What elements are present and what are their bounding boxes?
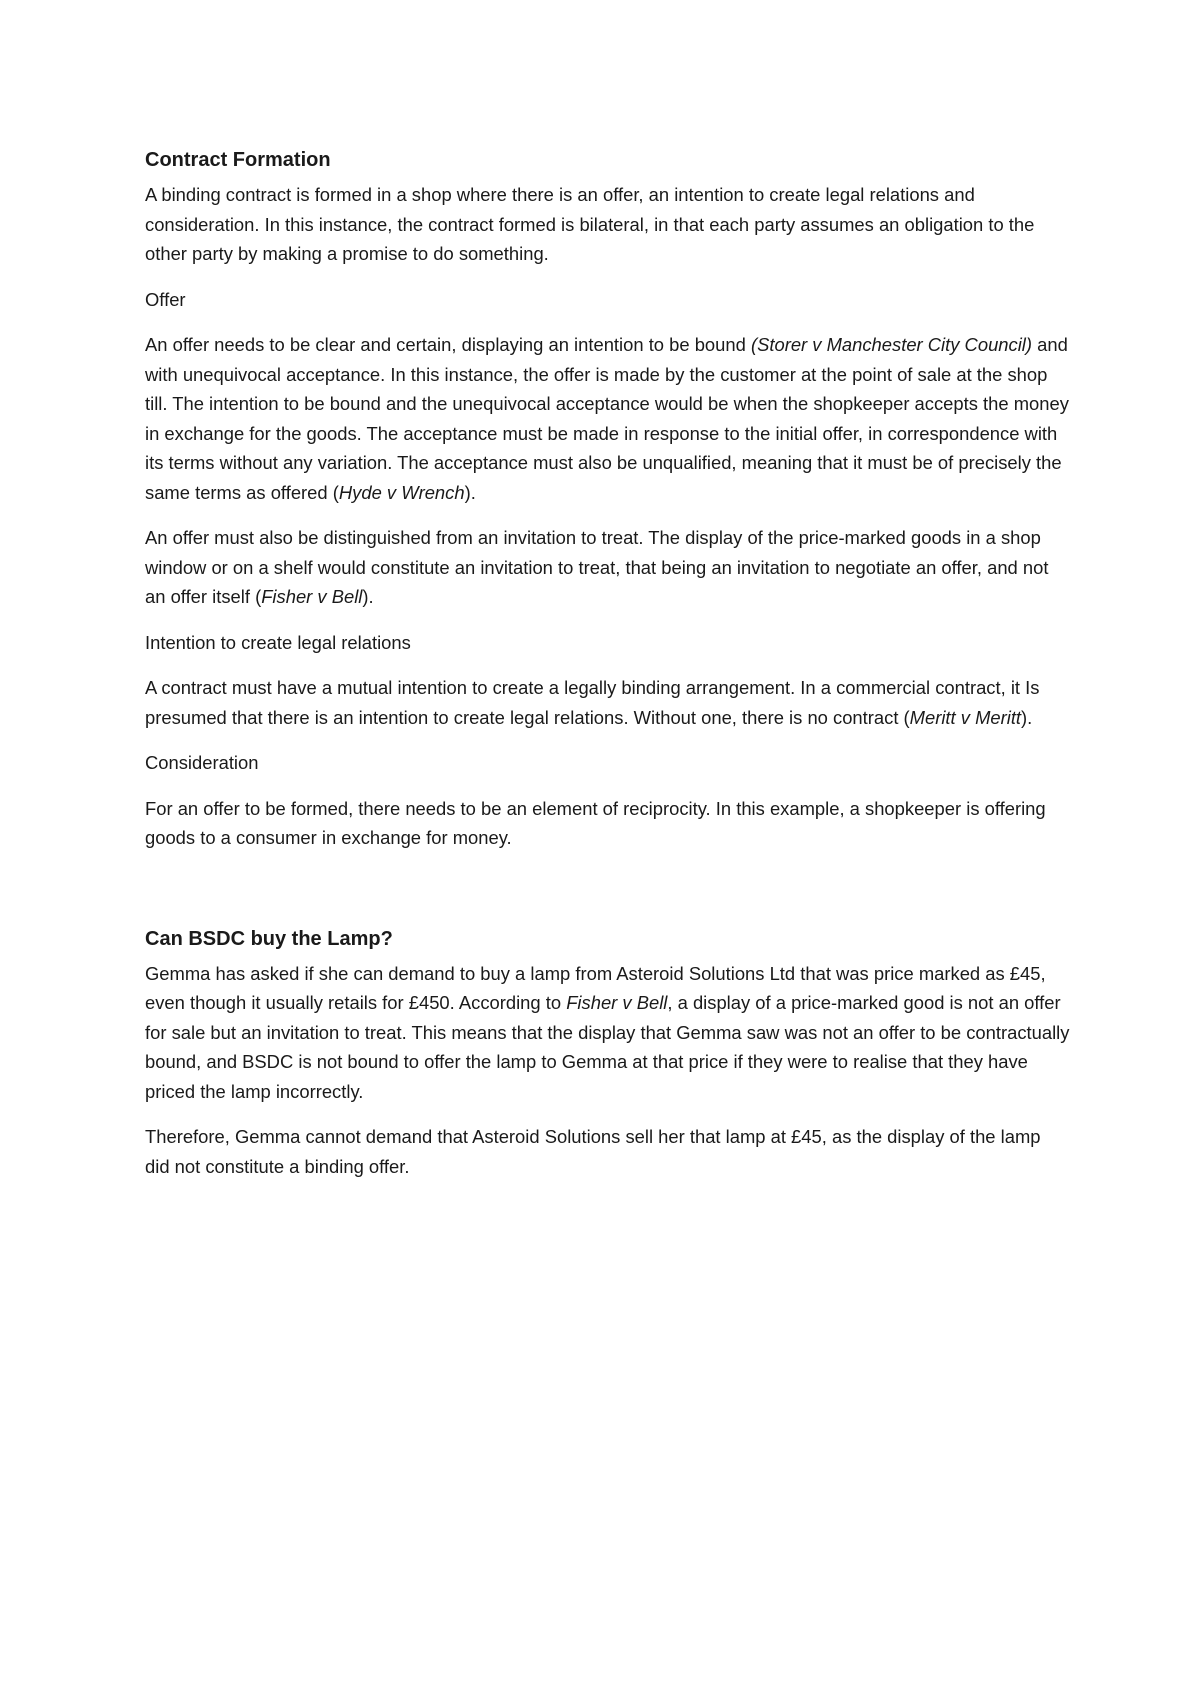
offer-1-text-b: and with unequivocal acceptance. In this instance, the offer is made by the customer at the point of sale at the shop till. The intention to be bound and the unequivocal acceptance would be when the shopkeeper accepts the money in exchange for the goods. The acceptance must be made in response to the initial offer, in correspondence with its terms without any variation. The acceptance must also be unqualified, meaning that it must be of precisely the same terms as offered ( xyxy=(145,334,1069,503)
paragraph-intention xyxy=(145,673,1070,732)
subheading-intention: Intention to create legal relations xyxy=(145,631,411,653)
gemma-text-a: Gemma has asked if she can demand to buy a lamp from Asteroid Solutions Ltd that was price marked as £45, even though it usually retails for £450. According to xyxy=(145,962,1046,1013)
paragraph-intro xyxy=(145,180,1070,269)
case-citation-hyde: Hyde v Wrench xyxy=(338,481,465,503)
intention-text-b: ). xyxy=(1021,706,1033,728)
subheading-consideration: Consideration xyxy=(145,752,259,773)
case-citation-meritt: Meritt v Meritt xyxy=(909,706,1022,728)
offer-2-text-a: An offer must also be distinguished from an invitation to treat. The display of the price-marked goods in a shop window or on a shelf would constitute an invitation to treat, that being an invitation to negotiate an offer, and not an offer itself ( xyxy=(145,527,1049,607)
case-citation-storer: (Storer v Manchester City Council) xyxy=(750,334,1033,355)
paragraph-offer-2 xyxy=(145,523,1070,612)
paragraph-conclusion: Therefore, Gemma cannot demand that Asteroid Solutions sell her that lamp at £45, as the display of the lamp did not constitute a binding offer. xyxy=(145,1126,1041,1177)
paragraph-gemma xyxy=(145,959,1070,1107)
intro-text: A binding contract is formed in a shop where there is an offer, an intention to create legal relations and consideration. In this instance, the contract formed is bilateral, in that each party assumes an obligation to the other party by making a promise to do something. xyxy=(145,184,1035,264)
paragraph-consideration: For an offer to be formed, there needs to be an element of reciprocity. In this example, a shopkeeper is offering goods to a consumer in exchange for money. xyxy=(145,797,1046,848)
intention-text-a: A contract must have a mutual intention to create a legally binding arrangement. In a commercial contract, it Is presumed that there is an intention to create legal relations. Without one, there is no contract ( xyxy=(145,677,1040,728)
document-page xyxy=(145,140,1070,1181)
subheading-offer: Offer xyxy=(145,288,186,310)
case-citation-fisher-2: Fisher v Bell xyxy=(566,992,668,1013)
section-title-contract-formation: Contract Formation xyxy=(145,149,331,171)
paragraph-offer-1 xyxy=(145,330,1070,507)
offer-1-text-a: An offer needs to be clear and certain, displaying an intention to be bound xyxy=(145,334,751,355)
offer-2-text-b: ). xyxy=(362,586,374,607)
case-citation-fisher: Fisher v Bell xyxy=(261,586,363,607)
section-title-can-bsdc-buy: Can BSDC buy the Lamp? xyxy=(145,927,393,950)
gemma-text-b: , a display of a price-marked good is not an offer for sale but an invitation to treat. This means that the display that Gemma saw was not an offer to be contractually bound, and BSDC is not bound to offer the lamp to Gemma at that price if they were to realise that they have priced the lamp incorrectly. xyxy=(145,992,1070,1102)
offer-1-text-c: ). xyxy=(464,481,476,503)
